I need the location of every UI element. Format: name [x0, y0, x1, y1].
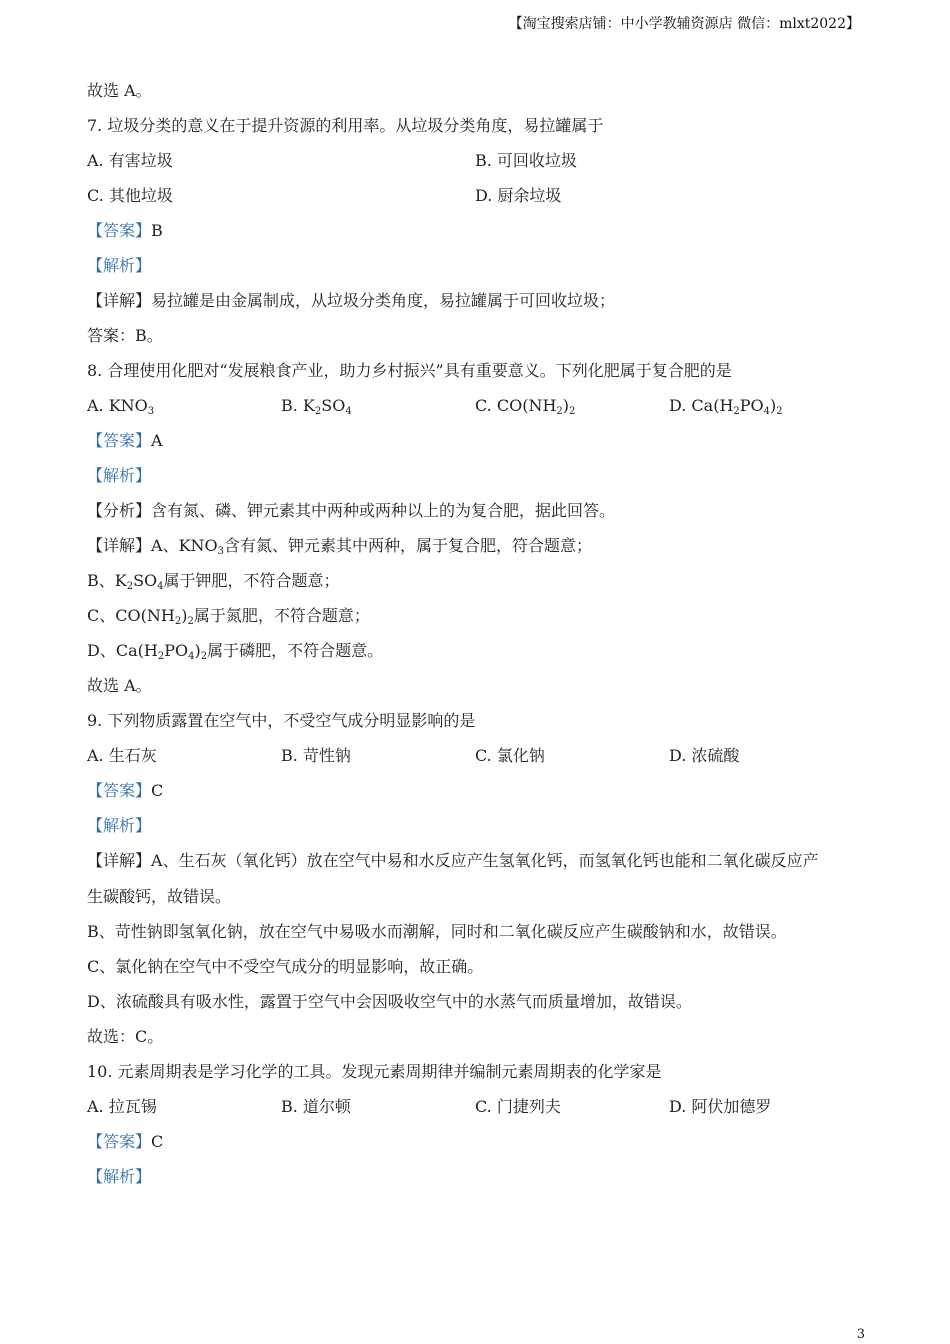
option-c: C. $CO(NH_2)_2$ [475, 396, 576, 417]
analysis-tag: 【解析】 [87, 1167, 152, 1186]
option-a: A. $KNO_3$ [87, 396, 155, 417]
answer-tag: 【答案】 [87, 221, 152, 240]
option-b: B. 可回收垃圾 [475, 151, 577, 170]
answer-value: B [151, 221, 163, 240]
analysis-tag: 【解析】 [87, 816, 152, 835]
question-8-detail-4: D、$Ca(H_2PO_4)_2$属于磷肥，不符合题意。 [87, 641, 384, 662]
question-9-final: 故选：C。 [87, 1027, 164, 1046]
answer-tag: 【答案】 [87, 1132, 152, 1151]
option-b: B. 道尔顿 [281, 1097, 351, 1116]
option-d: D. $Ca(H_2PO_4)_2$ [669, 396, 783, 417]
page-number: 3 [856, 1327, 865, 1342]
question-8-stem: 8. 合理使用化肥对“发展粮食产业，助力乡村振兴”具有重要意义。下列化肥属于复合肥的是 [87, 361, 732, 380]
option-c: C. 其他垃圾 [87, 186, 173, 205]
analysis-tag: 【解析】 [87, 466, 152, 485]
question-7-final: 答案：B。 [87, 326, 163, 345]
question-8-analysis-heading [87, 465, 862, 487]
option-a: A. 有害垃圾 [87, 151, 173, 170]
question-9-analysis-heading [87, 815, 862, 837]
question-9-detail-1: 【详解】A、生石灰（氧化钙）放在空气中易和水反应产生氢氧化钙，而氢氧化钙也能和二氧化碳反应产 [87, 851, 819, 870]
option-d: D. 厨余垃圾 [475, 186, 562, 205]
question-9-detail-2: 生碳酸钙，故错误。 [87, 887, 232, 906]
answer-value: A [151, 431, 163, 450]
detail-tag: 【详解】 [87, 851, 152, 870]
answer-value: C [151, 1132, 164, 1151]
question-8-detail-2: B、$K_2SO_4$属于钾肥，不符合题意； [87, 571, 340, 592]
option-d: D. 阿伏加德罗 [669, 1097, 772, 1116]
question-9-detail-5: D、浓硫酸具有吸水性，露置于空气中会因吸收空气中的水蒸气而质量增加，故错误。 [87, 992, 692, 1011]
answer-tag: 【答案】 [87, 431, 152, 450]
question-7-detail [87, 290, 862, 312]
question-9-answer [87, 780, 862, 802]
option-a: A. 生石灰 [87, 746, 157, 765]
option-b: B. 苛性钠 [281, 746, 351, 765]
detail-tag: 【详解】 [87, 536, 152, 555]
question-10-stem: 10. 元素周期表是学习化学的工具。发现元素周期律并编制元素周期表的化学家是 [87, 1062, 662, 1081]
fenxi-text: 含有氮、磷、钾元素其中两种或两种以上的为复合肥，据此回答。 [151, 501, 616, 520]
question-10-analysis-heading [87, 1166, 862, 1188]
detail-tag: 【详解】 [87, 291, 152, 310]
option-c: C. 氯化钠 [475, 746, 545, 765]
detail-text: 易拉罐是由金属制成，从垃圾分类角度，易拉罐属于可回收垃圾； [151, 291, 616, 310]
question-8-detail-3: C、$CO(NH_2)_2$属于氮肥，不符合题意； [87, 606, 370, 627]
question-8-detail-1: 【详解】A、$KNO_3$含有氮、钾元素其中两种，属于复合肥，符合题意； [87, 536, 593, 557]
analysis-tag: 【解析】 [87, 256, 152, 275]
option-b: B. $K_2SO_4$ [281, 396, 352, 417]
text-line: 故选 A。 [87, 81, 152, 100]
option-d: D. 浓硫酸 [669, 746, 740, 765]
question-9-stem: 9. 下列物质露置在空气中，不受空气成分明显影响的是 [87, 711, 476, 730]
question-8-final: 故选 A。 [87, 676, 152, 695]
answer-tag: 【答案】 [87, 781, 152, 800]
question-9-detail-3: B、苛性钠即氢氧化钠，放在空气中易吸水而潮解，同时和二氧化碳反应产生碳酸钠和水，故错误。 [87, 922, 787, 941]
header-watermark: 【淘宝搜索店铺：中小学教辅资源店 微信：mlxt2022】 [508, 16, 860, 32]
question-8-answer [87, 430, 862, 452]
question-10-answer [87, 1131, 862, 1153]
question-7-answer [87, 220, 862, 242]
question-9-detail-4: C、氯化钠在空气中不受空气成分的明显影响，故正确。 [87, 957, 484, 976]
fenxi-tag: 【分析】 [87, 501, 152, 520]
question-8-fenxi [87, 500, 862, 522]
question-7-stem: 7. 垃圾分类的意义在于提升资源的利用率。从垃圾分类角度，易拉罐属于 [87, 116, 604, 135]
option-c: C. 门捷列夫 [475, 1097, 561, 1116]
answer-value: C [151, 781, 164, 800]
question-7-analysis-heading [87, 255, 862, 277]
option-a: A. 拉瓦锡 [87, 1097, 157, 1116]
